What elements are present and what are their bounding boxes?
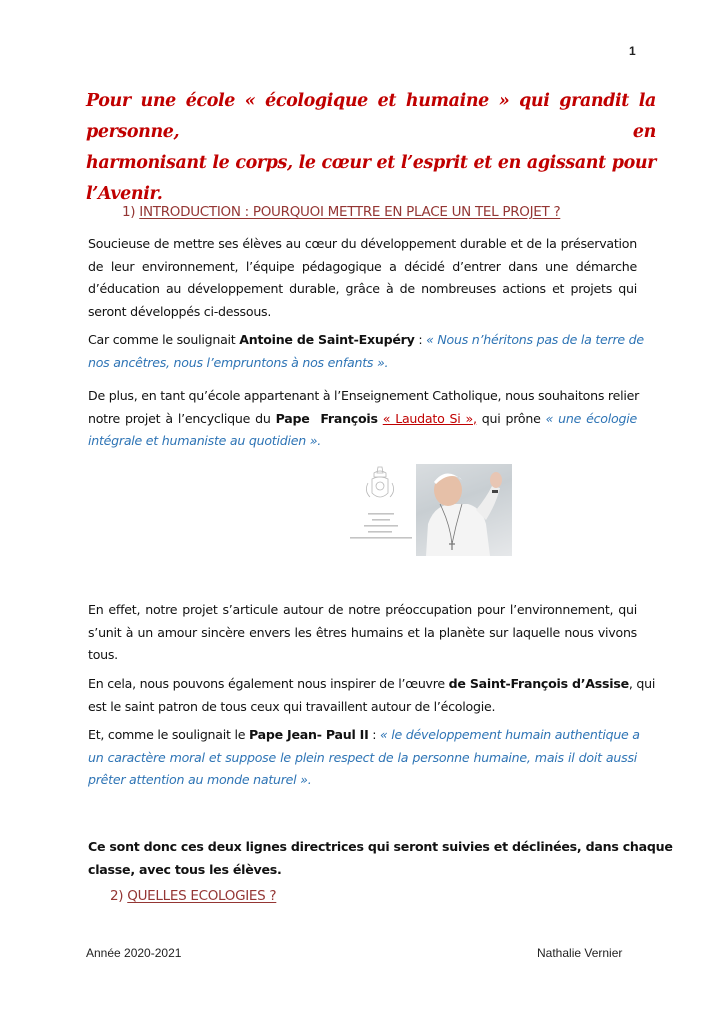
text: qui prône bbox=[476, 410, 546, 426]
text: : bbox=[414, 332, 427, 347]
laudato-si-link[interactable]: « Laudato Si », bbox=[382, 410, 477, 426]
quote: « une écologie bbox=[545, 410, 637, 426]
paragraph-line: seront développés ci-dessous. bbox=[88, 303, 272, 319]
text: Et, comme le soulignait le bbox=[88, 727, 249, 742]
paragraph-line: est le saint patron de tous ceux qui travaillent autour de l’écologie. bbox=[88, 698, 496, 714]
paragraph-line: De plus, en tant qu’école appartenant à l’Enseignement Catholique, nous souhaitons relier bbox=[88, 388, 640, 403]
title-line-1: Pour une école « écologique et humaine » qui grandit la personne, en bbox=[86, 91, 656, 142]
text: : bbox=[368, 727, 381, 742]
section-2-heading bbox=[110, 888, 276, 904]
footer-year: Année 2020-2021 bbox=[86, 946, 182, 960]
quote: « le développement humain authentique a bbox=[380, 727, 640, 742]
section-1-number: 1) bbox=[122, 204, 136, 220]
pope-name: Pape Jean- Paul II bbox=[248, 727, 369, 742]
paragraph-line: s’unit à un amour sincère envers les êtres humains et la planète sur laquelle nous vivons bbox=[88, 624, 637, 640]
papal-coat-of-arms-icon bbox=[348, 463, 414, 559]
paragraph-line: tous. bbox=[88, 647, 118, 662]
pope-name: Pape François bbox=[275, 410, 378, 426]
paragraph-line: En effet, notre projet s’articule autour de notre préoccupation pour l’environnement, qui bbox=[88, 602, 637, 617]
title-line-2: harmonisant le corps, le cœur et l’esprit et en agissant pour l’Avenir. bbox=[86, 153, 656, 204]
pope-francis-photo bbox=[416, 464, 512, 556]
quote: prêter attention au monde naturel ». bbox=[88, 772, 312, 787]
section-1-title: INTRODUCTION : POURQUOI METTRE EN PLACE UN TEL PROJET ? bbox=[139, 204, 561, 220]
section-2-title: QUELLES ECOLOGIES ? bbox=[127, 888, 277, 904]
encyclical-cover-image bbox=[348, 463, 414, 559]
page-number: 1 bbox=[629, 44, 636, 58]
paragraph-conclusion bbox=[88, 836, 673, 881]
encyclical-illustration bbox=[348, 463, 514, 559]
paragraph-saint-francois bbox=[88, 673, 656, 718]
paragraph-line: de leur environnement, l’équipe pédagogique a décidé d’entrer dans une démarche bbox=[88, 258, 637, 274]
quote: « Nous n’héritons pas de la terre de bbox=[426, 332, 644, 347]
paragraph-line: d’éducation au développement durable, grâce à de nombreuses actions et projets qui bbox=[88, 281, 637, 296]
paragraph-jean-paul-ii bbox=[88, 724, 640, 792]
paragraph-line: Ce sont donc ces deux lignes directrices qui seront suivies et déclinées, dans chaque bbox=[88, 839, 673, 854]
quote: un caractère moral et suppose le plein respect de la personne humaine, mais il doit aussi bbox=[88, 749, 637, 765]
author-name: Antoine de Saint-Exupéry bbox=[239, 332, 415, 347]
paragraph-line: Soucieuse de mettre ses élèves au cœur du développement durable et de la préservation bbox=[88, 236, 637, 251]
paragraph-intro bbox=[88, 233, 637, 323]
paragraph-line: classe, avec tous les élèves. bbox=[88, 861, 282, 877]
text: En cela, nous pouvons également nous inspirer de l’œuvre bbox=[88, 676, 449, 691]
footer-author: Nathalie Vernier bbox=[537, 946, 623, 960]
paragraph-saint-exupery bbox=[88, 329, 644, 374]
section-1-heading bbox=[122, 204, 560, 220]
paragraph-environment bbox=[88, 599, 637, 667]
saint-name: de Saint-François d’Assise bbox=[448, 676, 629, 691]
text: Car comme le soulignait bbox=[88, 332, 240, 347]
quote: nos ancêtres, nous l’empruntons à nos enfants ». bbox=[88, 354, 389, 370]
section-2-number: 2) bbox=[110, 888, 124, 904]
quote: intégrale et humaniste au quotidien ». bbox=[88, 433, 321, 448]
document-title bbox=[86, 86, 656, 210]
text: , qui bbox=[628, 676, 656, 691]
paragraph-laudato-si bbox=[88, 385, 640, 453]
text: notre projet à l’encyclique du bbox=[88, 410, 276, 426]
